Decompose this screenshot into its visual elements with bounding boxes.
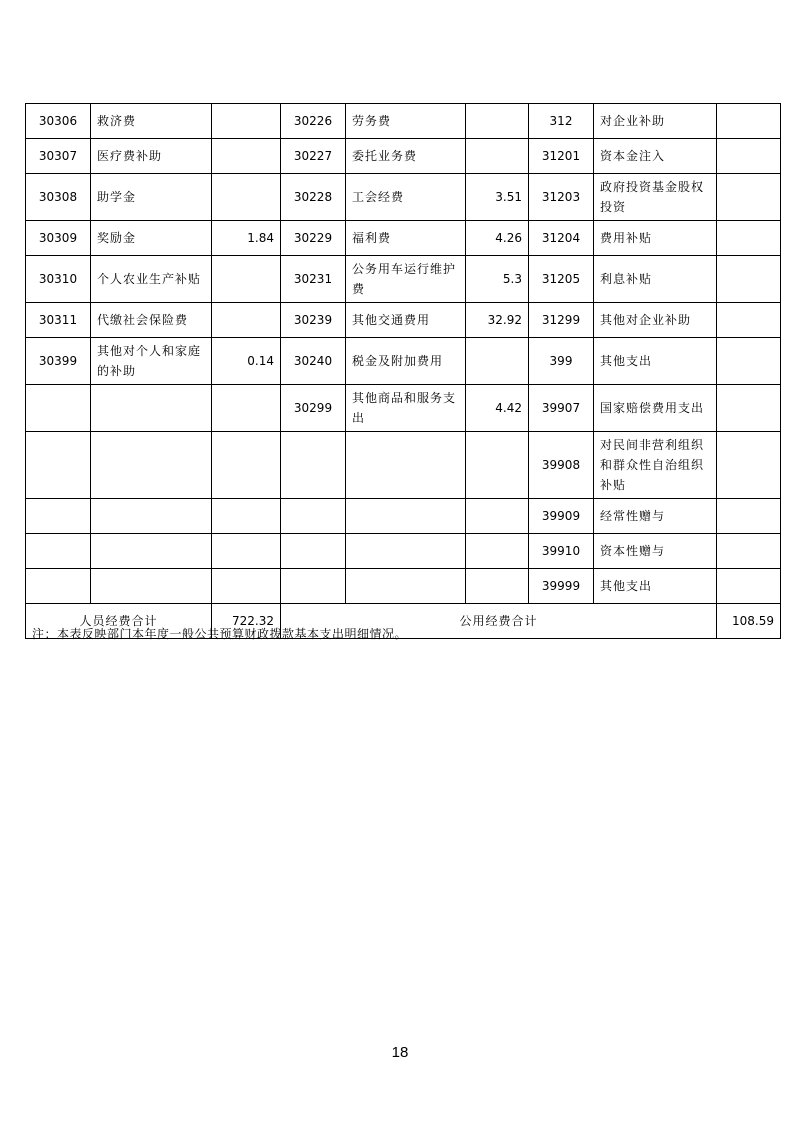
cell-amount-2: 4.26	[466, 221, 529, 256]
cell-name-2: 委托业务费	[346, 139, 466, 174]
cell-name-3: 利息补贴	[594, 256, 717, 303]
cell-amount-2	[466, 499, 529, 534]
cell-name-2: 福利费	[346, 221, 466, 256]
cell-name-1	[91, 432, 212, 499]
cell-name-2	[346, 569, 466, 604]
cell-name-3: 资本性赠与	[594, 534, 717, 569]
cell-name-3: 费用补贴	[594, 221, 717, 256]
cell-name-1: 医疗费补助	[91, 139, 212, 174]
cell-amount-1	[212, 569, 281, 604]
public-total-value: 108.59	[717, 604, 781, 639]
cell-name-2	[346, 499, 466, 534]
cell-code-3: 31204	[529, 221, 594, 256]
cell-amount-1	[212, 385, 281, 432]
table-row	[26, 432, 781, 499]
cell-code-2: 30299	[281, 385, 346, 432]
cell-name-2: 其他交通费用	[346, 303, 466, 338]
table-row	[26, 139, 781, 174]
cell-name-1	[91, 385, 212, 432]
table-footnote: 注：本表反映部门本年度一般公共预算财政拨款基本支出明细情况。	[32, 627, 408, 641]
cell-code-2: 30240	[281, 338, 346, 385]
cell-amount-1	[212, 499, 281, 534]
cell-amount-3	[717, 221, 781, 256]
cell-amount-3	[717, 338, 781, 385]
cell-code-1	[26, 385, 91, 432]
cell-code-3: 39999	[529, 569, 594, 604]
cell-amount-3	[717, 499, 781, 534]
cell-name-1: 助学金	[91, 174, 212, 221]
cell-name-1	[91, 499, 212, 534]
cell-name-1	[91, 569, 212, 604]
cell-name-1: 奖励金	[91, 221, 212, 256]
cell-name-2	[346, 432, 466, 499]
cell-amount-1	[212, 432, 281, 499]
cell-name-3: 其他支出	[594, 569, 717, 604]
cell-code-1: 30306	[26, 104, 91, 139]
cell-amount-2	[466, 569, 529, 604]
cell-amount-3	[717, 256, 781, 303]
cell-amount-1: 1.84	[212, 221, 281, 256]
cell-code-1: 30308	[26, 174, 91, 221]
cell-amount-2	[466, 139, 529, 174]
cell-code-2	[281, 569, 346, 604]
table-row	[26, 303, 781, 338]
cell-code-3: 39907	[529, 385, 594, 432]
page-number: 18	[391, 1044, 409, 1061]
cell-code-3: 39910	[529, 534, 594, 569]
cell-amount-2	[466, 534, 529, 569]
cell-amount-2: 32.92	[466, 303, 529, 338]
cell-amount-3	[717, 569, 781, 604]
cell-name-2: 其他商品和服务支出	[346, 385, 466, 432]
cell-name-3: 政府投资基金股权投资	[594, 174, 717, 221]
cell-name-1: 个人农业生产补贴	[91, 256, 212, 303]
cell-name-1: 其他对个人和家庭的补助	[91, 338, 212, 385]
cell-name-1: 代缴社会保险费	[91, 303, 212, 338]
cell-code-1	[26, 432, 91, 499]
cell-code-2: 30228	[281, 174, 346, 221]
cell-name-3: 其他支出	[594, 338, 717, 385]
cell-amount-2: 3.51	[466, 174, 529, 221]
cell-code-2	[281, 499, 346, 534]
cell-amount-3	[717, 139, 781, 174]
cell-code-3: 31203	[529, 174, 594, 221]
cell-code-2: 30231	[281, 256, 346, 303]
table-row	[26, 338, 781, 385]
cell-amount-3	[717, 303, 781, 338]
cell-code-3: 31205	[529, 256, 594, 303]
cell-amount-1	[212, 303, 281, 338]
table-row	[26, 174, 781, 221]
personnel-total-label: 人员经费合计	[26, 604, 212, 639]
cell-amount-1	[212, 104, 281, 139]
cell-code-2: 30227	[281, 139, 346, 174]
cell-code-2: 30226	[281, 104, 346, 139]
cell-code-3: 31299	[529, 303, 594, 338]
cell-name-3: 资本金注入	[594, 139, 717, 174]
cell-code-3: 31201	[529, 139, 594, 174]
cell-code-1	[26, 499, 91, 534]
table-row	[26, 385, 781, 432]
cell-code-1: 30311	[26, 303, 91, 338]
cell-amount-1	[212, 139, 281, 174]
cell-code-2	[281, 534, 346, 569]
cell-code-3: 39909	[529, 499, 594, 534]
cell-amount-1: 0.14	[212, 338, 281, 385]
cell-amount-2	[466, 432, 529, 499]
cell-code-1: 30307	[26, 139, 91, 174]
cell-amount-3	[717, 432, 781, 499]
cell-name-2: 税金及附加费用	[346, 338, 466, 385]
cell-code-1	[26, 569, 91, 604]
cell-code-2: 30239	[281, 303, 346, 338]
cell-code-3: 312	[529, 104, 594, 139]
cell-code-1	[26, 534, 91, 569]
cell-code-1: 30310	[26, 256, 91, 303]
cell-amount-3	[717, 385, 781, 432]
cell-amount-3	[717, 174, 781, 221]
cell-name-1	[91, 534, 212, 569]
table-row	[26, 569, 781, 604]
cell-code-2	[281, 432, 346, 499]
table-row	[26, 499, 781, 534]
table-row	[26, 104, 781, 139]
cell-amount-1	[212, 174, 281, 221]
public-total-label: 公用经费合计	[281, 604, 717, 639]
cell-name-3: 对民间非营利组织和群众性自治组织补贴	[594, 432, 717, 499]
cell-code-3: 39908	[529, 432, 594, 499]
cell-amount-2	[466, 338, 529, 385]
cell-name-3: 其他对企业补助	[594, 303, 717, 338]
cell-code-1: 30309	[26, 221, 91, 256]
cell-name-2: 公务用车运行维护费	[346, 256, 466, 303]
table-row	[26, 256, 781, 303]
cell-name-3: 经常性赠与	[594, 499, 717, 534]
cell-amount-3	[717, 534, 781, 569]
cell-amount-2: 4.42	[466, 385, 529, 432]
cell-amount-1	[212, 256, 281, 303]
cell-name-1: 救济费	[91, 104, 212, 139]
cell-amount-3	[717, 104, 781, 139]
basic-expenditure-detail-table	[25, 103, 781, 639]
cell-amount-1	[212, 534, 281, 569]
personnel-total-value: 722.32	[212, 604, 281, 639]
table-row	[26, 221, 781, 256]
cell-amount-2: 5.3	[466, 256, 529, 303]
cell-code-3: 399	[529, 338, 594, 385]
cell-name-3: 国家赔偿费用支出	[594, 385, 717, 432]
cell-name-2: 工会经费	[346, 174, 466, 221]
cell-code-1: 30399	[26, 338, 91, 385]
cell-name-2	[346, 534, 466, 569]
cell-code-2: 30229	[281, 221, 346, 256]
cell-name-2: 劳务费	[346, 104, 466, 139]
cell-amount-2	[466, 104, 529, 139]
cell-name-3: 对企业补助	[594, 104, 717, 139]
table-row	[26, 534, 781, 569]
